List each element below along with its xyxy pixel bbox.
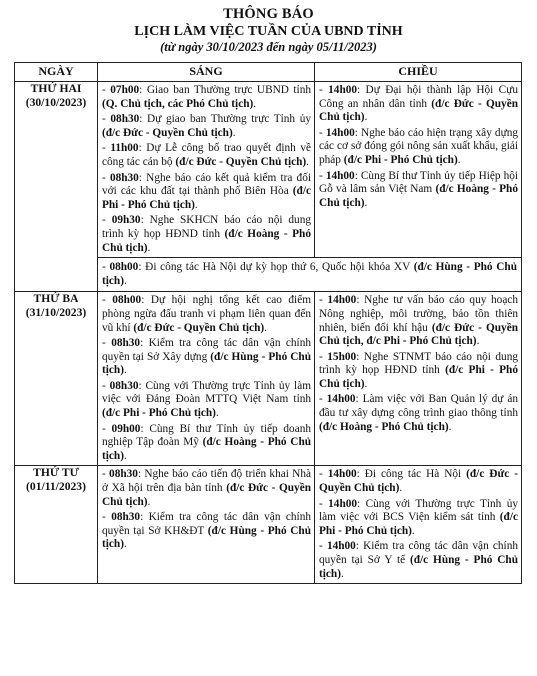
list-item: - 14h00: Dự Đại hội thành lập Hội Cựu Công an nhân dân tỉnh (đ/c Đức - Quyền Chủ tịch). [319, 84, 519, 124]
list-item: - 14h00: Đi công tác Hà Nội (đ/c Đức - Quyền Chủ tịch). [319, 468, 518, 495]
doc-subtitle: LỊCH LÀM VIỆC TUẦN CỦA UBND TỈNH [134, 24, 403, 39]
day-date: (30/10/2023) [25, 95, 87, 109]
morning-cell [98, 82, 315, 258]
list-item: - 07h00: Giao ban Thường trực UBND tỉnh (Q. Chủ tịch, các Phó Chủ tịch). [102, 84, 311, 110]
afternoon-cell [315, 292, 522, 466]
afternoon-cell [315, 466, 522, 584]
col-header-afternoon: CHIỀU [315, 63, 522, 82]
list-item: - 08h30: Cùng với Thường trực Tỉnh ủy làm việc với Đảng Đoàn MTTQ Việt Nam tỉnh (đ/c Phi - Phó Chủ tịch). [102, 379, 312, 420]
list-item: - 08h30: Dự giao ban Thường trực Tỉnh ủy (đ/c Đức - Quyền Chủ tịch). [102, 113, 312, 139]
table-row-wednesday [15, 466, 522, 584]
list-item: - 14h00: Kiểm tra công tác dân vận chính quyền tại Sở Y tế (đ/c Hùng - Phó Chủ tịch). [319, 540, 518, 580]
schedule-table [14, 62, 522, 584]
list-item: - 08h30: Nghe báo cáo kết quả kiểm tra đối với các khu đất tại thành phố Biên Hòa (đ/c Phi - Phó Chủ tịch). [102, 171, 311, 211]
afternoon-cell [315, 82, 522, 258]
table-row-tuesday [15, 292, 522, 466]
list-item: - 09h30: Nghe SKHCN báo cáo nội dung trình kỳ họp HĐND tỉnh (đ/c Hoàng - Phó Chủ tịch). [102, 214, 311, 254]
list-item: - 14h00: Cùng với Thường trực Tỉnh ủy làm việc với BCS Viện kiểm sát tỉnh (đ/c Phi - Phó Chủ tịch). [319, 497, 518, 537]
list-item: - 08h30: Nghe báo cáo tiến độ triển khai Nhà ở Xã hội trên địa bàn tỉnh (đ/c Đức - Quyền Chủ tịch). [102, 468, 311, 508]
list-item: - 09h00: Cùng Bí thư Tỉnh ủy tiếp doanh nghiệp Tập đoàn Mỹ (đ/c Hoàng - Phó Chủ tịch). [102, 422, 312, 462]
list-item: - 14h00: Cùng Bí thư Tỉnh ủy tiếp Hiệp hội Gỗ và lâm sản Việt Nam (đ/c Hoàng - Phó Chủ tịch). [319, 169, 518, 209]
list-item: - 08h00: Dự hội nghị tổng kết cao điểm phòng ngừa đấu tranh vi phạm liên quan đến vũ khí (đ/c Đức - Quyền Chủ tịch). [102, 294, 311, 334]
date-range: (từ ngày 30/10/2023 đến ngày 05/11/2023) [160, 40, 377, 54]
list-item: - 08h30: Kiểm tra công tác dân vận chính quyền tại Sở Xây dựng (đ/c Hùng - Phó Chủ tịch). [102, 337, 311, 377]
list-item: - 14h00: Nghe báo cáo hiện trạng xây dựng các cơ sở đóng gói nông sản xuất khẩu, giải pháp (đ/c Phi - Phó Chủ tịch). [319, 126, 519, 166]
list-item: - 14h00: Làm việc với Ban Quản lý dự án đầu tư xây dựng công trình giao thông tỉnh (đ/c Hoàng - Phó Chủ tịch). [319, 393, 518, 433]
day-name: THỨ HAI [30, 82, 82, 95]
list-item: - 08h30: Kiểm tra công tác dân vận chính quyền tại Sở KH&ĐT (đ/c Hùng - Phó Chủ tịch). [102, 511, 311, 551]
list-item: - 15h00: Nghe STNMT báo cáo nội dung trình kỳ họp HĐND tỉnh (đ/c Phi - Phó Chủ tịch). [319, 350, 518, 390]
morning-cell [98, 466, 315, 584]
list-item: - 11h00: Dự Lễ công bố trao quyết định về công tác cán bộ (đ/c Đức - Quyền Chủ tịch). [102, 142, 312, 168]
header-row [15, 63, 522, 82]
list-item: - 08h00: Đi công tác Hà Nội dự kỳ họp thứ 6, Quốc hội khóa XV (đ/c Hùng - Phó Chủ tịch). [102, 261, 517, 287]
full-day-cell [98, 258, 522, 292]
col-header-day: NGÀY [15, 63, 98, 82]
day-name: THỨ TƯ [33, 466, 79, 480]
day-date: (31/10/2023) [25, 305, 87, 319]
day-cell-tuesday [15, 292, 98, 466]
day-cell-wednesday [15, 466, 98, 584]
list-item: - 14h00: Nghe tư vấn báo cáo quy hoạch Nông nghiệp, môi trường, bảo tồn thiên nhiên, biến đổi khí hậu (đ/c Đức - Quyền Chủ tịch, đ/c Phi - Phó Chủ tịch). [319, 294, 518, 348]
col-header-morning: SÁNG [98, 63, 315, 82]
doc-title: THÔNG BÁO [223, 6, 314, 22]
document-header [0, 0, 537, 55]
morning-cell [98, 292, 315, 466]
day-date: (01/11/2023) [26, 480, 86, 494]
table-row-monday [15, 82, 522, 258]
day-cell-monday [15, 82, 98, 292]
day-name: THỨ BA [33, 292, 79, 306]
